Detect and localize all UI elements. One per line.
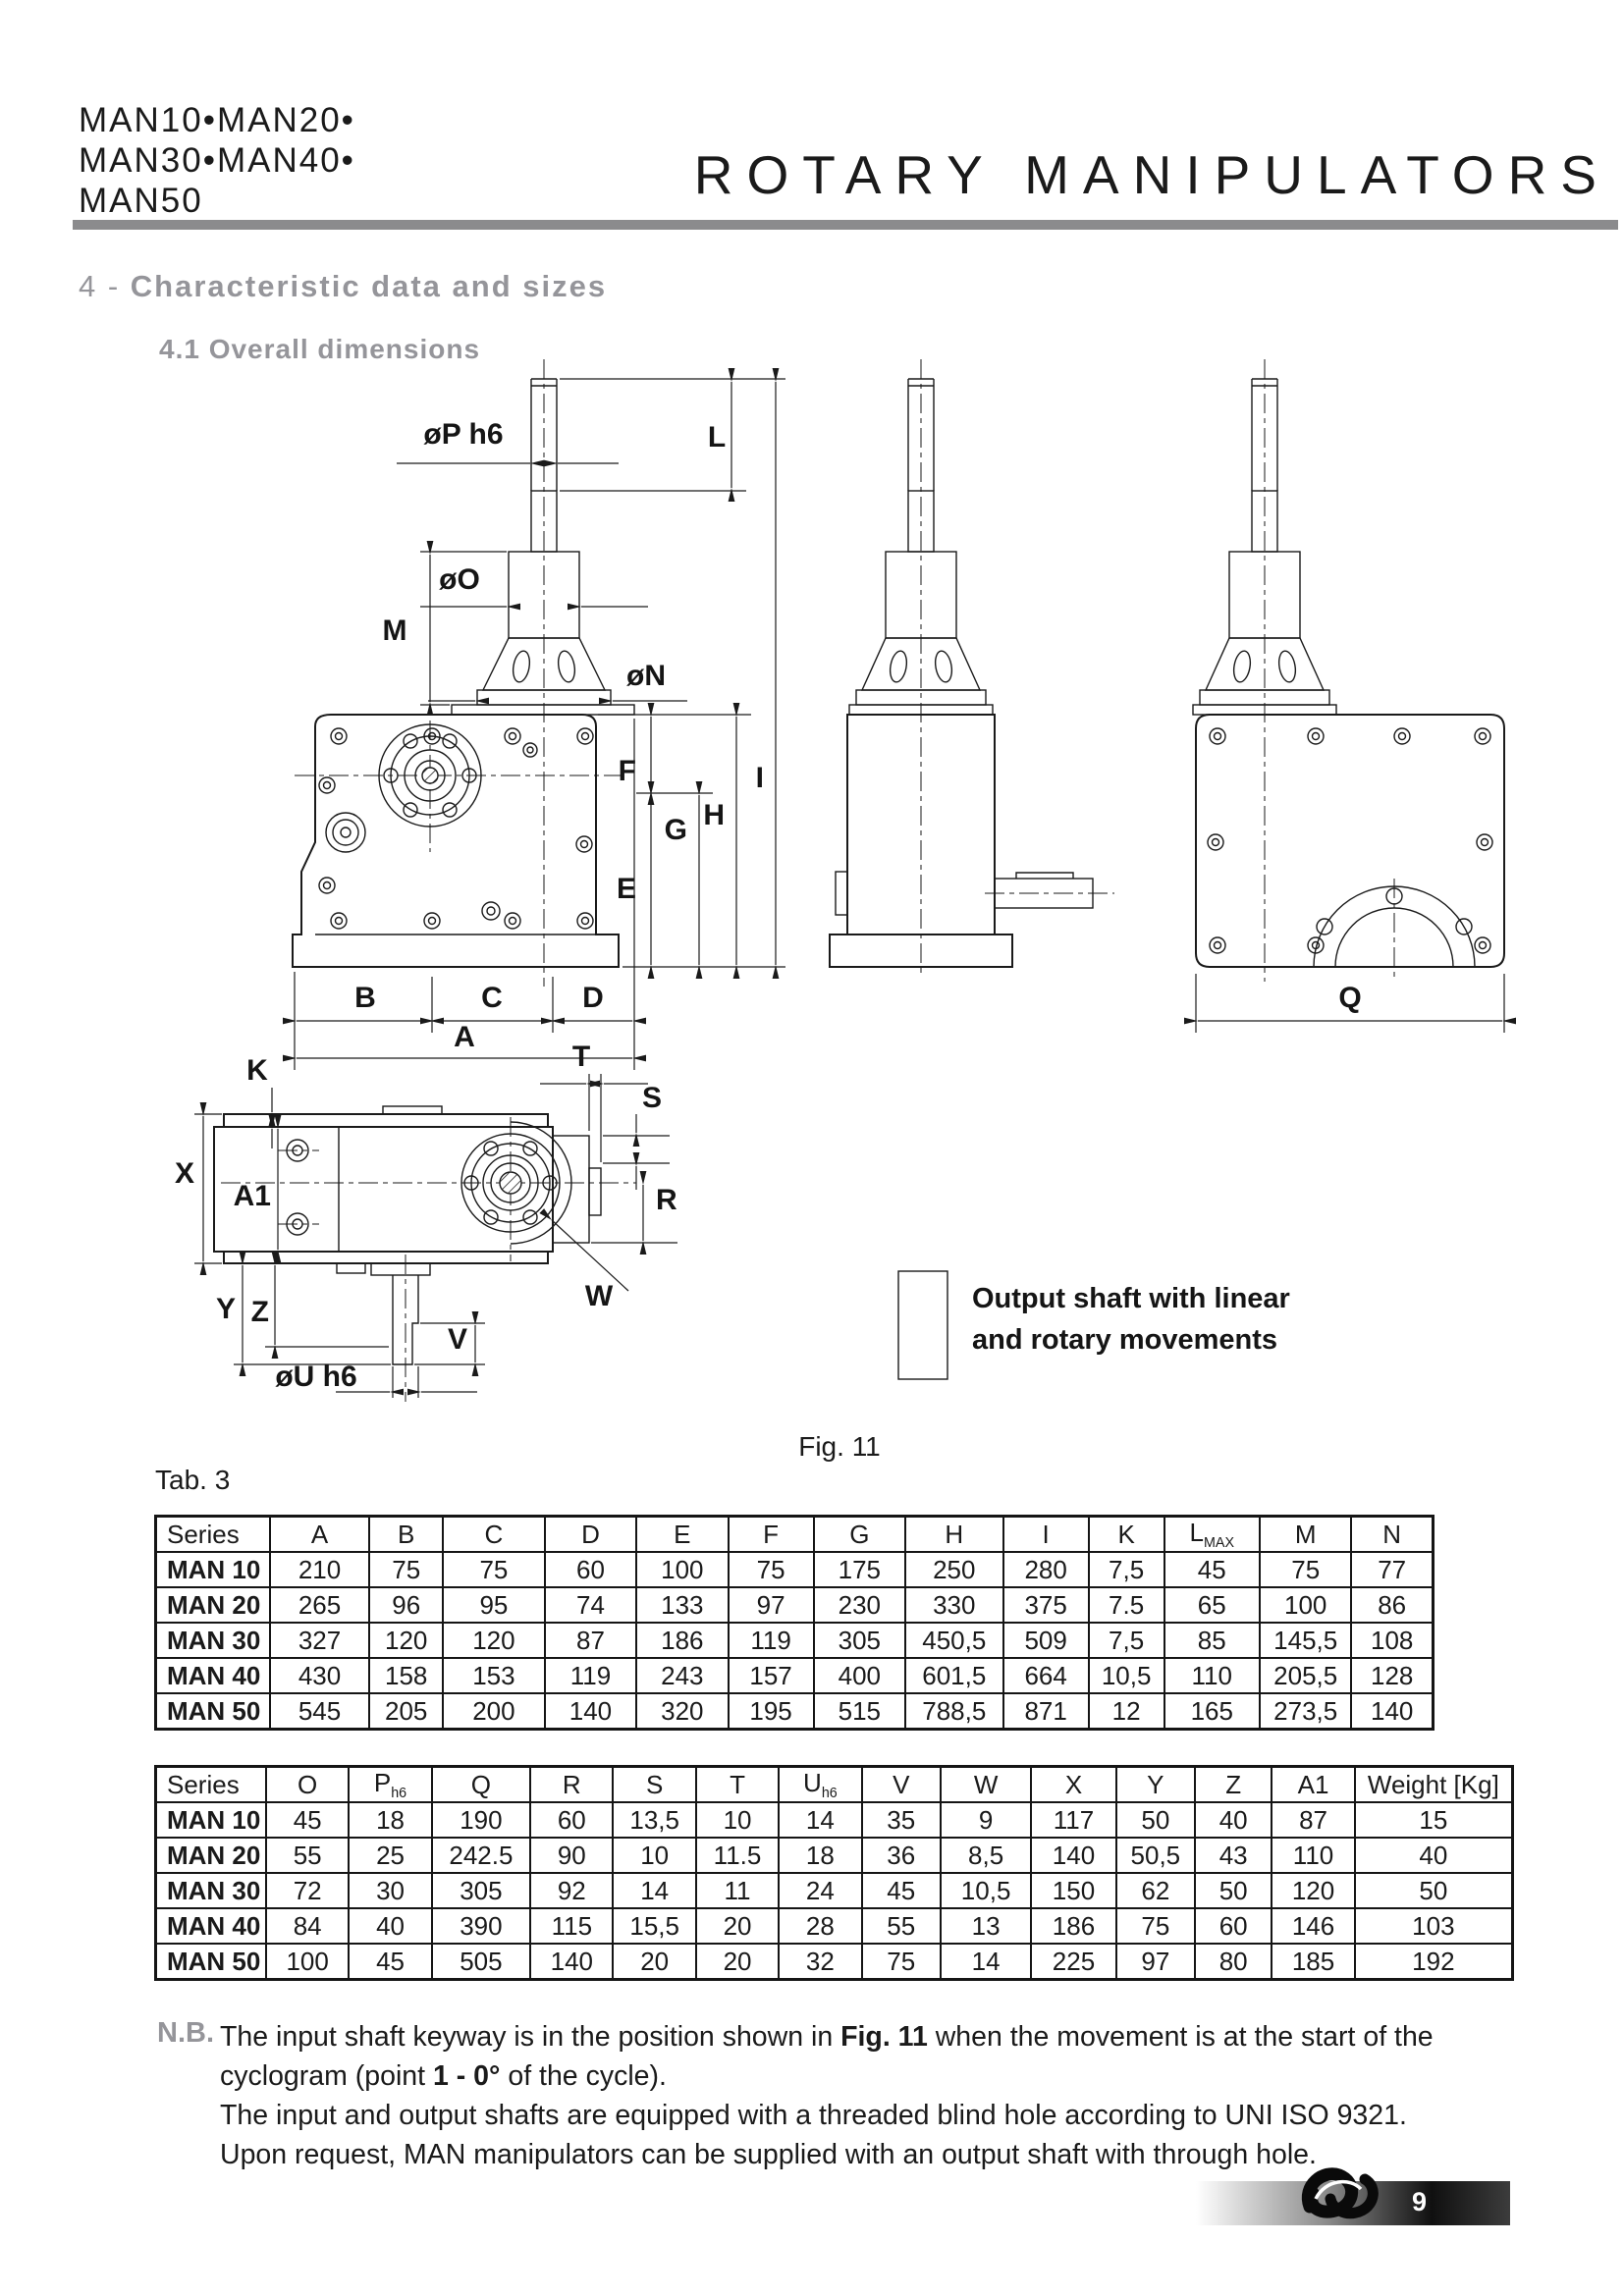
section-number: 4 -	[79, 269, 131, 303]
front-view-bolts	[319, 728, 593, 929]
col-header: M	[1260, 1517, 1351, 1553]
legend-hatch-swatch	[898, 1271, 947, 1379]
section-title: Characteristic data and sizes	[130, 269, 608, 303]
dim-label-q: Q	[1338, 982, 1362, 1014]
dim-label-a1: A1	[233, 1180, 271, 1212]
col-header: $L_{MAX}$	[1164, 1517, 1261, 1553]
col-header: S	[613, 1767, 695, 1803]
dimensions-table-2	[154, 1765, 1514, 1981]
table-row: MAN 20 55 25 242.5 90 10 11.5 18 36 8,5 140 50,5 43 110 40	[156, 1838, 1513, 1873]
table-label: Tab. 3	[155, 1465, 231, 1495]
header-divider-bar	[73, 220, 1618, 230]
dim-label-i: I	[755, 762, 764, 794]
dim-label-y: Y	[215, 1293, 236, 1325]
dim-label-h: H	[703, 799, 725, 831]
dim-label-d: D	[582, 982, 604, 1014]
col-header: C	[443, 1517, 545, 1553]
dim-label-a: A	[454, 1021, 475, 1053]
col-header: H	[905, 1517, 1003, 1553]
legend-text-line2: and rotary movements	[972, 1324, 1278, 1356]
col-header: D	[545, 1517, 636, 1553]
dim-label-phi-p: øP h6	[423, 418, 504, 451]
dim-label-c: C	[481, 982, 503, 1014]
dimensions-table-1	[154, 1515, 1435, 1731]
dim-label-z: Z	[250, 1296, 269, 1328]
col-header: $P_{h6}$	[349, 1767, 431, 1803]
table-header-row	[156, 1517, 1434, 1553]
note-line-2: cyclogram (point 1 - 0° of the cycle).	[220, 2060, 667, 2092]
col-header: Z	[1195, 1767, 1272, 1803]
dim-label-phi-o: øO	[439, 563, 480, 596]
table-row: MAN 40 430 158 153 119 243 157 400 601,5 664 10,5 110 205,5 128	[156, 1658, 1434, 1693]
series-name: MAN 10	[156, 1552, 270, 1587]
series-name: MAN 40	[156, 1908, 266, 1944]
figure-caption: Fig. 11	[798, 1431, 881, 1462]
dim-label-v: V	[447, 1323, 467, 1356]
col-header: $U_{h6}$	[779, 1767, 861, 1803]
dim-label-phi-u: øU h6	[275, 1361, 357, 1393]
col-header: Q	[432, 1767, 530, 1803]
dim-label-b: B	[354, 982, 376, 1014]
note-line-1: The input shaft keyway is in the position shown in Fig. 11 when the movement is at the start of the	[220, 2021, 1434, 2053]
series-name: MAN 40	[156, 1658, 270, 1693]
dim-label-m: M	[382, 614, 407, 647]
table-row: MAN 40 84 40 390 115 15,5 20 28 55 13 186 75 60 146 103	[156, 1908, 1513, 1944]
technical-drawing-figure	[0, 344, 1624, 1463]
table-header-row	[156, 1767, 1513, 1803]
dim-label-w: W	[584, 1280, 614, 1312]
legend	[898, 1271, 1290, 1379]
legend-text-line1: Output shaft with linear	[972, 1283, 1290, 1314]
table-row: MAN 20 265 96 95 74 133 97 230 330 375 7.5 65 100 86	[156, 1587, 1434, 1623]
dim-label-f: F	[618, 755, 636, 787]
table-row: MAN 30 327 120 120 87 186 119 305 450,5 509 7,5 85 145,5 108	[156, 1623, 1434, 1658]
note-label: N.B.	[157, 2017, 214, 2049]
col-header: K	[1089, 1517, 1164, 1553]
series-name: MAN 10	[156, 1802, 266, 1838]
dim-label-k: K	[246, 1054, 268, 1087]
col-header: Y	[1116, 1767, 1195, 1803]
series-name: MAN 30	[156, 1623, 270, 1658]
col-header: B	[369, 1517, 443, 1553]
col-header: Weight [Kg]	[1355, 1767, 1513, 1803]
model-line-1: MAN10•MAN20•	[79, 101, 355, 139]
series-name: MAN 50	[156, 1693, 270, 1730]
brand-logo-icon	[1294, 2158, 1384, 2230]
col-header: W	[941, 1767, 1031, 1803]
col-header: R	[530, 1767, 613, 1803]
dim-label-g: G	[664, 814, 687, 846]
page-number: 9	[1412, 2187, 1428, 2216]
dim-label-l: L	[707, 421, 727, 454]
series-name: MAN 50	[156, 1944, 266, 1980]
dim-label-s: S	[641, 1082, 663, 1114]
table-row: MAN 10 45 18 190 60 13,5 10 14 35 9 117 50 40 87 15	[156, 1802, 1513, 1838]
page-title: ROTARY MANIPULATORS	[693, 144, 1610, 205]
dim-label-r: R	[656, 1184, 677, 1216]
dim-label-e: E	[616, 873, 636, 905]
table-row: MAN 50 545 205 200 140 320 195 515 788,5 871 12 165 273,5 140	[156, 1693, 1434, 1730]
series-name: MAN 30	[156, 1873, 266, 1908]
col-header: T	[696, 1767, 779, 1803]
table-row: MAN 10 210 75 75 60 100 75 175 250 280 7,5 45 75 77	[156, 1552, 1434, 1587]
series-name: MAN 20	[156, 1838, 266, 1873]
rear-view-drawing	[1193, 359, 1504, 1033]
col-header: X	[1031, 1767, 1115, 1803]
col-header: Series	[156, 1767, 266, 1803]
col-header: N	[1351, 1517, 1433, 1553]
model-line-3: MAN50	[79, 182, 203, 220]
col-header: G	[814, 1517, 905, 1553]
col-header: Series	[156, 1517, 270, 1553]
dim-label-t: T	[571, 1041, 591, 1073]
front-view-drawing	[293, 359, 785, 1070]
section-heading-4	[79, 269, 607, 304]
table-row: MAN 50 100 45 505 140 20 20 32 75 14 225 97 80 185 192	[156, 1944, 1513, 1980]
table-row: MAN 30 72 30 305 92 14 11 24 45 10,5 150 62 50 120 50	[156, 1873, 1513, 1908]
note-line-3: The input and output shafts are equipped with a threaded blind hole according to UNI ISO 9321.	[220, 2100, 1407, 2131]
series-name: MAN 20	[156, 1587, 270, 1623]
input-flange	[326, 724, 481, 852]
col-header: A	[270, 1517, 370, 1553]
bottom-side-view-drawing	[175, 1041, 677, 1402]
col-header: A1	[1272, 1767, 1354, 1803]
section-heading-4-1: 4.1 Overall dimensions	[159, 334, 481, 364]
model-line-2: MAN30•MAN40•	[79, 141, 355, 180]
note-text	[220, 2017, 1526, 2174]
col-header: V	[862, 1767, 941, 1803]
dim-label-phi-n: øN	[626, 660, 666, 692]
col-header: O	[266, 1767, 349, 1803]
dim-label-x: X	[174, 1157, 194, 1190]
note-line-4: Upon request, MAN manipulators can be supplied with an output shaft with through hole.	[220, 2139, 1317, 2170]
side-view-drawing	[830, 359, 1114, 977]
rear-view-bolts	[1208, 728, 1492, 953]
model-series-list	[79, 100, 355, 221]
col-header: I	[1003, 1517, 1089, 1553]
col-header: E	[636, 1517, 728, 1553]
col-header: F	[729, 1517, 814, 1553]
